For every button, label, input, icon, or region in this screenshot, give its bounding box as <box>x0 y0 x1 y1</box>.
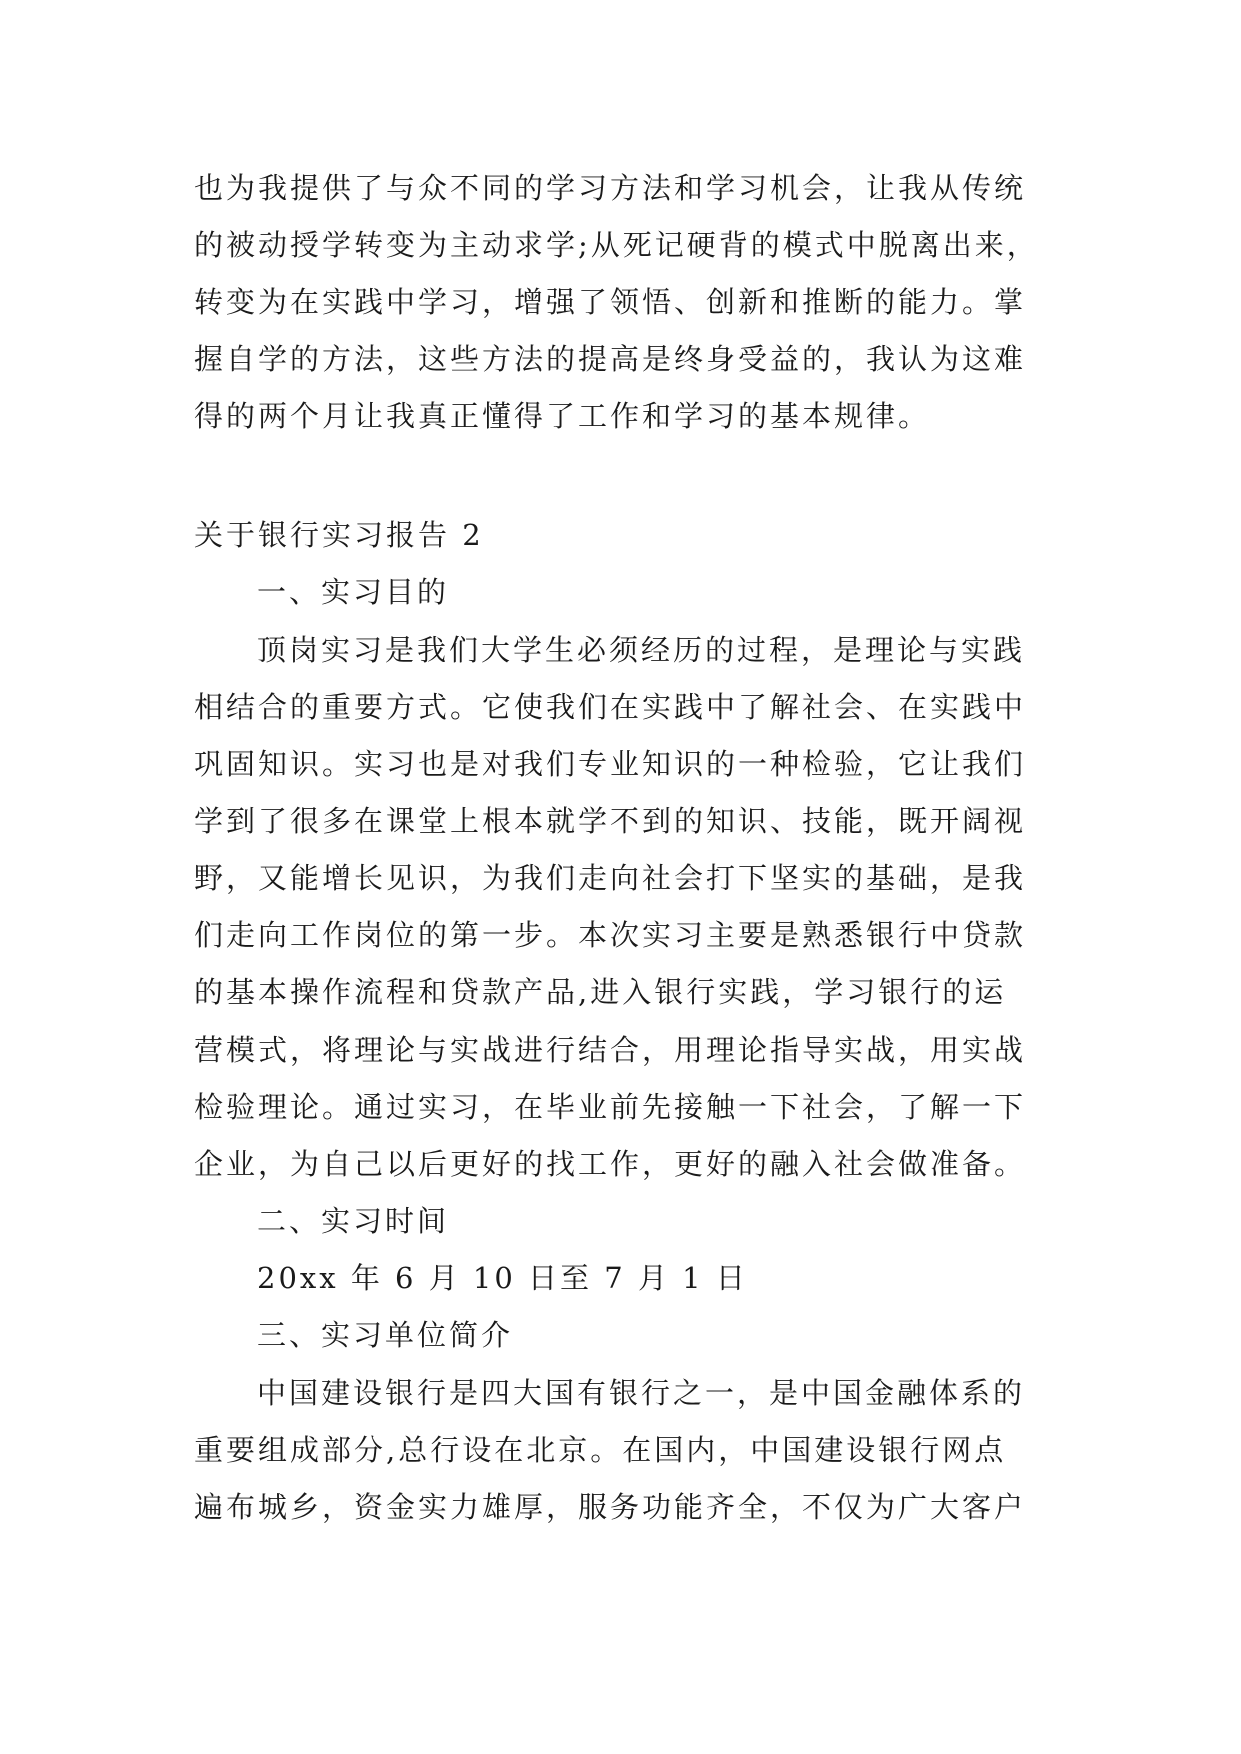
paragraph-line: 的基本操作流程和贷款产品,进入银行实践，学习银行的运 <box>194 975 1007 1009</box>
paragraph-line: 遍布城乡，资金实力雄厚，服务功能齐全，不仅为广大客户 <box>194 1490 1027 1524</box>
paragraph-line: 营模式，将理论与实战进行结合，用理论指导实战，用实战 <box>194 1033 1027 1067</box>
paragraph-line: 得的两个月让我真正懂得了工作和学习的基本规律。 <box>194 399 931 433</box>
paragraph-line: 握自学的方法，这些方法的提高是终身受益的，我认为这难 <box>194 342 1027 376</box>
paragraph-line: 检验理论。通过实习，在毕业前先接触一下社会，了解一下 <box>194 1090 1027 1124</box>
paragraph-line: 的被动授学转变为主动求学;从死记硬背的模式中脱离出来， <box>194 228 1039 262</box>
paragraph-line: 转变为在实践中学习，增强了领悟、创新和推断的能力。掌 <box>194 285 1027 319</box>
paragraph-line: 重要组成部分,总行设在北京。在国内，中国建设银行网点 <box>194 1433 1007 1467</box>
document-title: 关于银行实习报告 2 <box>194 518 484 552</box>
paragraph-line: 野，又能增长见识，为我们走向社会打下坚实的基础，是我 <box>194 861 1027 895</box>
paragraph-line: 巩固知识。实习也是对我们专业知识的一种检验，它让我们 <box>194 747 1027 781</box>
paragraph-line: 也为我提供了与众不同的学习方法和学习机会，让我从传统 <box>194 171 1027 205</box>
section-heading: 一、实习目的 <box>257 575 450 609</box>
paragraph-line: 学到了很多在课堂上根本就学不到的知识、技能，既开阔视 <box>194 804 1027 838</box>
paragraph-line: 顶岗实习是我们大学生必须经历的过程，是理论与实践 <box>257 633 1026 667</box>
date-line: 20xx 年 6 月 10 日至 7 月 1 日 <box>257 1261 748 1295</box>
paragraph-line: 企业，为自己以后更好的找工作，更好的融入社会做准备。 <box>194 1147 1027 1181</box>
paragraph-line: 相结合的重要方式。它使我们在实践中了解社会、在实践中 <box>194 690 1027 724</box>
section-heading: 二、实习时间 <box>257 1204 450 1238</box>
paragraph-line: 们走向工作岗位的第一步。本次实习主要是熟悉银行中贷款 <box>194 918 1027 952</box>
section-heading: 三、实习单位简介 <box>257 1318 514 1352</box>
paragraph-line: 中国建设银行是四大国有银行之一，是中国金融体系的 <box>257 1376 1026 1410</box>
